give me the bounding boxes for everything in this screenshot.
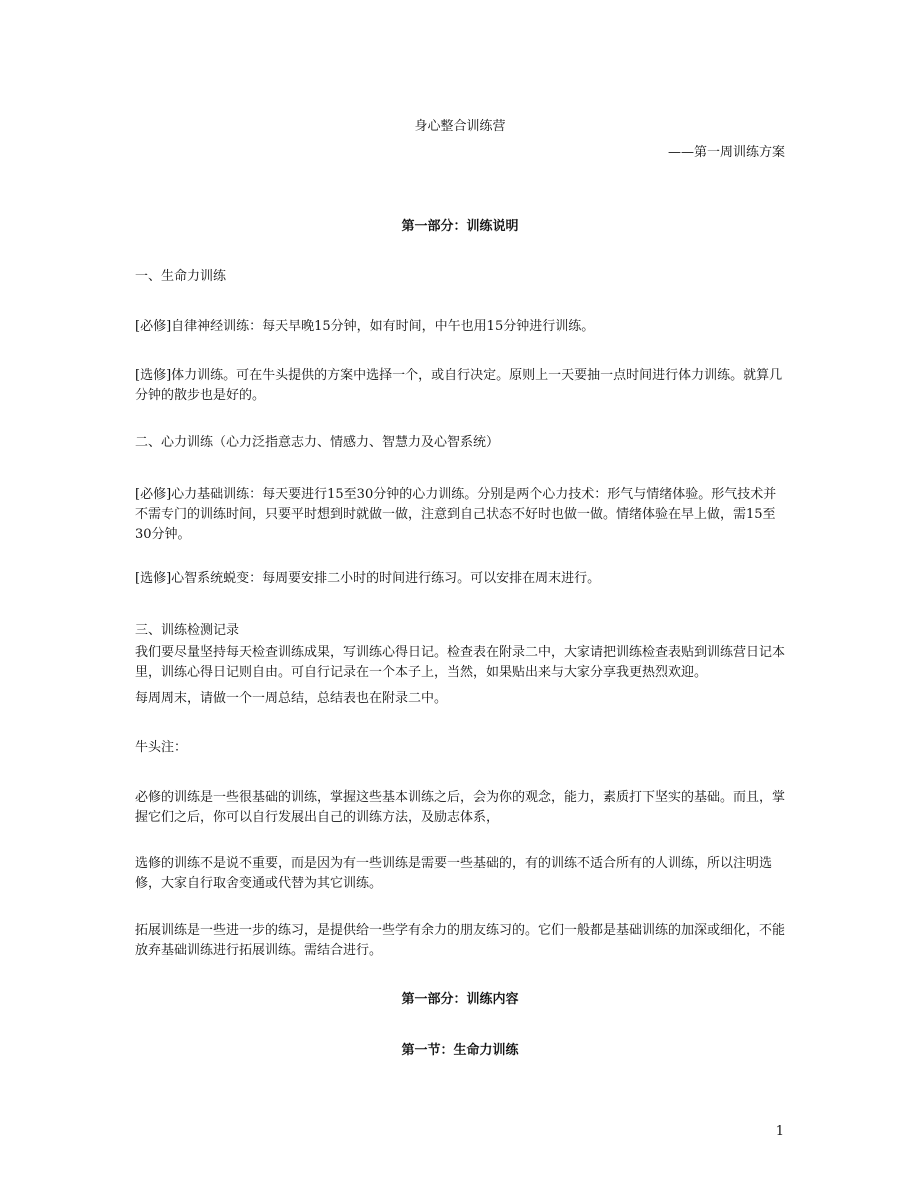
sec1-heading: 一、生命力训练 xyxy=(135,269,227,284)
sec1-paragraph-required: [必修]自律神经训练：每天早晚15分钟，如有时间，中午也用15分钟进行训练。 xyxy=(135,319,595,334)
note-paragraph-elective: 选修的训练不是说不重要，而是因为有一些训练是需要一些基础的，有的训练不适合所有的人训练，所以注明选修，大家自行取舍变通或代替为其它训练。 xyxy=(135,856,773,891)
sec3-paragraph-diary: 我们要尽量坚持每天检查训练成果，写训练心得日记。检查表在附录二中，大家请把训练检查表贴到训练营日记本里，训练心得日记则自由。可自行记录在一个本子上，当然，如果贴出来与大家分享我更热烈欢迎。 xyxy=(135,645,786,680)
section1-heading: 第一节：生命力训练 xyxy=(401,1043,519,1058)
note-paragraph-required: 必修的训练是一些很基础的训练，掌握这些基本训练之后，会为你的观念，能力，素质打下坚实的基础。而且，掌握它们之后，你可以自行发展出自己的训练方法，及励志体系， xyxy=(135,790,786,825)
page-number: 1 xyxy=(775,1124,784,1139)
sec2-heading: 二、心力训练（心力泛指意志力、情感力、智慧力及心智系统） xyxy=(135,435,500,450)
sec2-paragraph-elective: [选修]心智系统蜕变：每周要安排二小时的时间进行练习。可以安排在周末进行。 xyxy=(135,571,601,586)
part1-heading: 第一部分：训练说明 xyxy=(401,219,519,234)
sec3-paragraph-weekly: 每周周末，请做一个一周总结，总结表也在附录二中。 xyxy=(135,691,448,706)
sec2-paragraph-required: [必修]心力基础训练：每天要进行15至30分钟的心力训练。分别是两个心力技术：形气与情绪体验。形气技术并不需专门的训练时间，只要平时想到时就做一做，注意到自己状态不好时也做一做。情绪体验在早上做，需15至30分钟。 xyxy=(135,487,777,542)
note-paragraph-extension: 拓展训练是一些进一步的练习，是提供给一些学有余力的朋友练习的。它们一般都是基础训练的加深或细化，不能放弃基础训练进行拓展训练。需结合进行。 xyxy=(135,923,786,958)
part2-heading: 第一部分：训练内容 xyxy=(401,992,519,1007)
note-heading: 牛头注： xyxy=(135,740,188,755)
sec3-heading: 三、训练检测记录 xyxy=(135,623,240,638)
document-subtitle: ——第一周训练方案 xyxy=(667,145,785,160)
document-title: 身心整合训练营 xyxy=(414,119,506,134)
sec1-paragraph-elective: [选修]体力训练。可在牛头提供的方案中选择一个，或自行决定。原则上一天要抽一点时间进行体力训练。就算几分钟的散步也是好的。 xyxy=(135,368,783,403)
